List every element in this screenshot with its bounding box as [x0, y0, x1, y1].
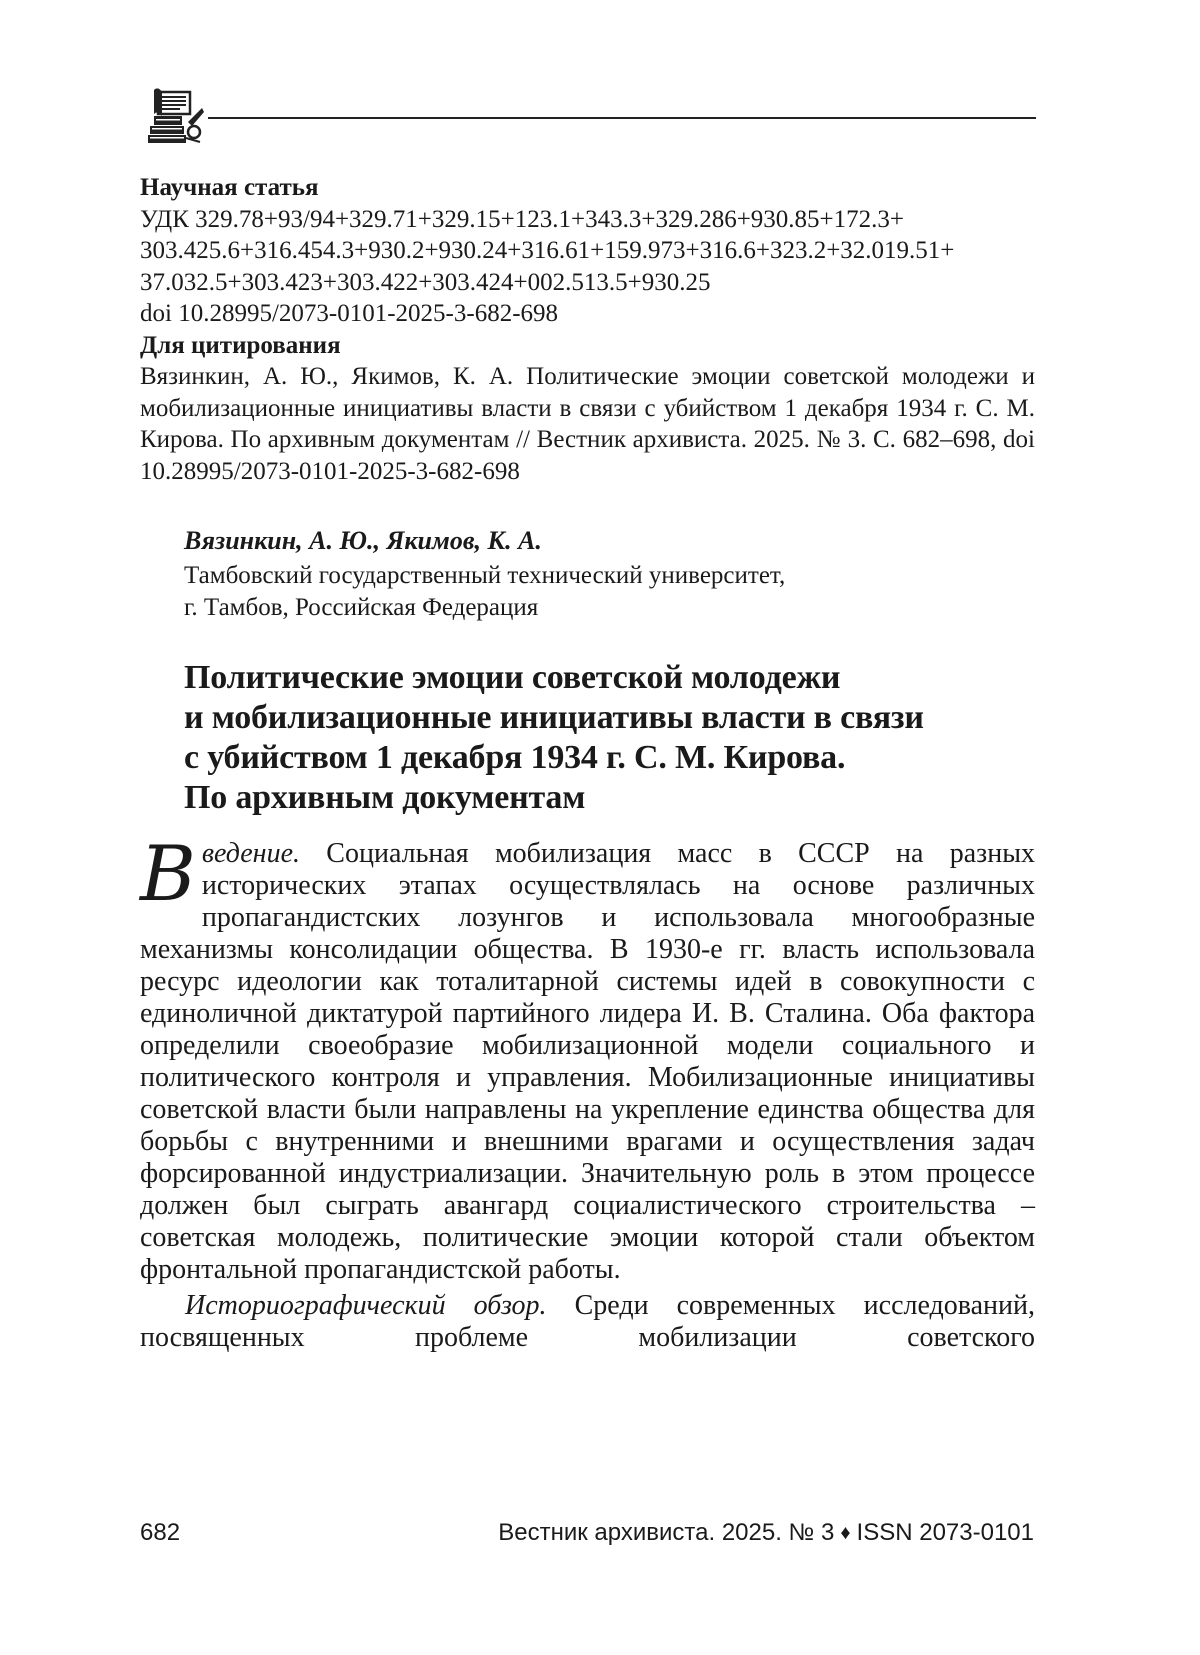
journal-name: Вестник архивиста. 2025. № 3	[498, 1519, 835, 1546]
title-line: Политические эмоции советской молодежи	[184, 659, 841, 696]
title-line: с убийством 1 декабря 1934 г. С. М. Кирова.	[184, 739, 846, 776]
udk-line: 37.032.5+303.423+303.422+303.424+002.513.5+930.25	[140, 268, 711, 296]
udk-line: УДК 329.78+93/94+329.71+329.15+123.1+343.3+329.286+930.85+172.3+	[140, 205, 904, 233]
title-line: По архивным документам	[184, 779, 586, 816]
page-number: 682	[140, 1519, 181, 1546]
affiliation-line: Тамбовский государственный технический университет,	[184, 562, 786, 589]
affiliation-line: г. Тамбов, Российская Федерация	[184, 593, 539, 621]
udk-line: 303.425.6+316.454.3+930.2+930.24+316.61+159.973+316.6+323.2+32.019.51+	[140, 237, 955, 264]
review-heading: Историографический обзор.	[185, 1290, 547, 1321]
citation-label: Для цитирования	[140, 331, 341, 359]
books-and-scroll-logo-icon	[140, 86, 206, 146]
title-line: и мобилизационные инициативы власти в связи	[184, 699, 924, 736]
article-body	[140, 829, 1036, 1354]
article-metadata	[140, 172, 1040, 487]
diamond-separator-icon: ♦	[840, 1522, 851, 1544]
doi: doi 10.28995/2073-0101-2025-3-682-698	[140, 300, 559, 327]
intro-last: пропагандистской работы.	[304, 1254, 621, 1285]
article-title	[184, 658, 1044, 818]
author-names: Вязинкин, А. Ю., Якимов, К. А.	[184, 526, 542, 555]
review-text: Среди современных исследований, посвященных проблеме мобилизации советского	[140, 1290, 1036, 1353]
issn: ISSN 2073-0101	[856, 1519, 1034, 1546]
author-affiliation	[184, 560, 785, 623]
historiography-paragraph	[140, 1290, 1035, 1354]
intro-paragraph	[140, 829, 1035, 1286]
article-type: Научная статья	[140, 174, 319, 201]
intro-text: Социальная мобилизация масс в СССР на разных исторических этапах осуществлялась на основе различных пропагандистских лозунгов и использовала многообразные механизмы консолидации общества. В 1930-е гг. власть использовала ресурс идеологии как тоталитарной системы идей в совокупности с единоличной диктатурой партийного лидера И. В. Сталина. Оба фактора определили своеобразие мобилизационной модели социального и политического контроля и управления. Мобилизационные инициативы советской власти были направлены на укрепление единства общества для борьбы с внутренними и внешними врагами и осуществления задач форсированной индустриализации. Значительную роль в этом процессе должен был сыграть авангард социалистического строительства – советская молодежь, политические эмоции которой стали объектом фронтальной	[140, 838, 1035, 1285]
running-footer	[498, 1519, 1034, 1547]
citation-text: Вязинкин, А. Ю., Якимов, К. А. Политические эмоции советской молодежи и мобилизационные инициативы власти в связи с убийством 1 декабря 1934 г. С. М. Кирова. По архивным документам // Вестник архивиста. 2025. № 3. С. 682–698, doi 10.28995/2073-0101-2025-3-682-698	[140, 363, 1035, 485]
intro-heading: ведение.	[201, 838, 300, 869]
header-rule	[208, 117, 1036, 119]
drop-cap: В	[140, 829, 196, 918]
